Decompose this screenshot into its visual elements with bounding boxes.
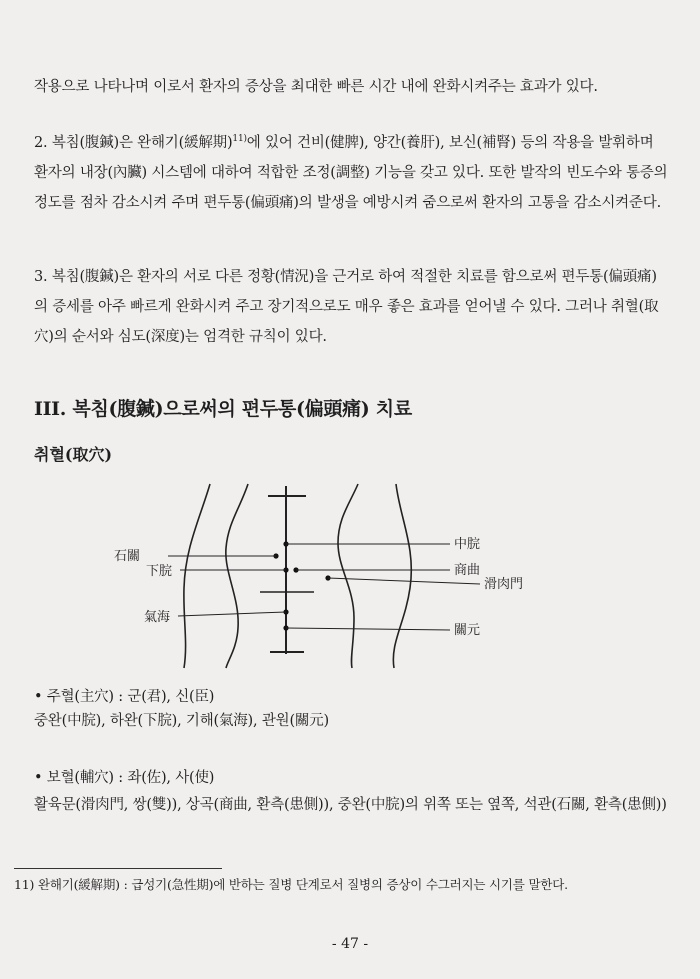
aux-points-list: 활육문(滑肉門, 쌍(雙)), 상곡(商曲, 환측(患側)), 중완(中脘)의 위쪽 또는 옆쪽, 석관(石關, 환측(患側)) [34,797,667,813]
main-points-heading: • 주혈(主穴) : 군(君), 신(臣) [34,689,215,705]
leader-huaroumen [328,578,480,584]
label-zhongwan: 中脘 [454,537,481,552]
torso-right-inner [338,484,358,668]
footnote-rule [14,868,222,869]
sub-title: 취혈(取穴) [34,445,113,464]
label-xiawan: 下脘 [146,564,173,579]
label-guanyuan: 關元 [454,623,481,638]
acupoint-diagram [100,478,570,670]
torso-right-outline [393,484,411,668]
section-title: III. 복침(腹鍼)으로써의 편두통(偏頭痛) 치료 [34,398,412,420]
label-shangqu: 商曲 [454,563,481,578]
torso-left-outline [184,484,210,668]
paragraph-3: 3. 복침(腹鍼)은 환자의 서로 다른 정황(情況)을 근거로 하여 적절한 치료를 함으로써 편두통(偏頭痛)의 증세를 아주 빠르게 완화시켜 주고 장기적으로도 매우 좋은 효과를 얻어낼 수 있다. 그러나 취혈(取穴)의 순서와 심도(深度)는 엄격한 규칙이 있다. [34,269,659,345]
paragraph-2-rest: 에 있어 건비(健脾), 양간(養肝), 보신(補腎) 등의 작용을 발휘하며 환자의 내장(內臟) 시스템에 대하여 적합한 조정(調整) 기능을 갖고 있다. 또한 발작의 빈도수와 통증의 정도를 점차 감소시켜 주며 편두통(偏頭痛)의 발생을 예방시켜 줌으로써 환자의 고통을 감소시켜준다. [34,135,668,211]
paragraph-2-start: 2. 복침(腹鍼)은 완해기(緩解期) [34,135,233,151]
torso-left-inner [226,484,248,668]
leader-guanyuan [286,628,450,630]
paragraph-2 [34,128,670,218]
label-huaroumen: 滑肉門 [484,577,524,592]
leader-qihai [178,612,286,616]
footnote-ref: 11) [232,134,247,145]
main-points-list: 중완(中脘), 하완(下脘), 기해(氣海), 관원(關元) [34,713,329,729]
aux-points-heading: • 보혈(輔穴) : 좌(佐), 사(使) [34,770,215,786]
footnote: 11) 완해기(緩解期) : 급성기(急性期)에 반하는 질병 단계로서 질병의 증상이 수그러지는 시기를 말한다. [14,877,568,892]
label-qihai: 氣海 [144,610,171,625]
paragraph-intro: 작용으로 나타나며 이로서 환자의 증상을 최대한 빠른 시간 내에 완화시켜주는 효과가 있다. [34,79,598,95]
label-shiguan: 石關 [114,549,141,564]
page-number: - 47 - [331,936,369,952]
